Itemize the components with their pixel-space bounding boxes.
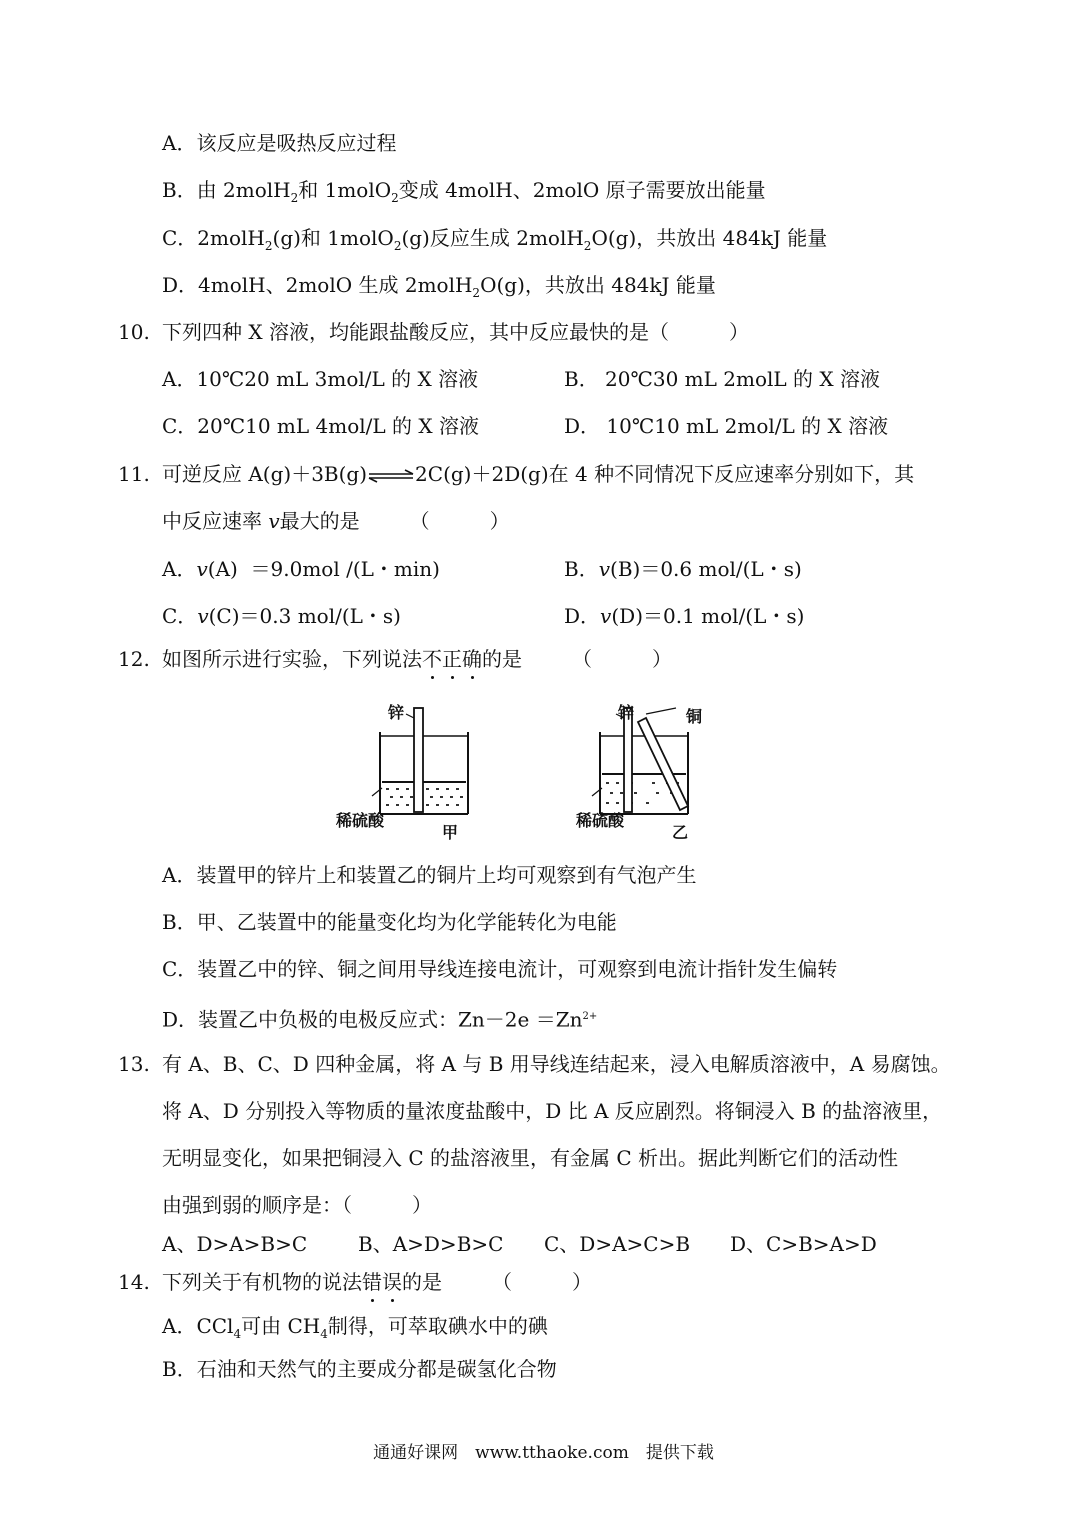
q10-number: 10. [118,320,150,344]
q14-number: 14. [118,1270,150,1294]
beaker-jia [372,708,468,814]
q13-number: 13. [118,1052,150,1076]
beaker-yi [592,708,688,814]
q10-option-a: A．10℃20 mL 3mol/L 的 X 溶液 [162,367,479,391]
q11-option-a: A．v(A) ＝9.0mol /(L・min) [162,557,440,581]
reversible-arrow-icon [367,469,415,483]
q12-number: 12. [118,647,150,671]
q13-line3: 无明显变化，如果把铜浸入 C 的盐溶液里，有金属 C 析出。据此判断它们的活动性 [162,1146,899,1170]
q11-stem-line1: 可逆反应 A(g)＋3B(g) 2C(g)＋2D(g)在 4 种不同情况下反应速率分别如下，其 [162,462,915,486]
q10-option-b: B． 20℃30 mL 2molL 的 X 溶液 [564,367,881,391]
q11-option-c: C．v(C)＝0.3 mol/(L・s) [162,604,401,628]
q14-option-a: A．CCl$_4$可由 $CH_4$制得，可萃取碘水中的碘 [162,1314,548,1341]
q10-option-d: D． 10℃10 mL 2mol/L 的 X 溶液 [564,414,889,438]
q10-option-c: C．20℃10 mL 4mol/L 的 X 溶液 [162,414,479,438]
fig-jia-name: 甲 [442,823,459,842]
q9-option-c: C．2molH$_2$(g)和 1molO$_2$(g)反应生成 2molH$_2$O(g)，共放出 484kJ 能量 [162,226,828,253]
q11-option-d: D．v(D)＝0.1 mol/(L・s) [564,604,805,628]
q12-stem: 如图所示进行实验，下列说法不正确的是 （ ） [162,647,672,671]
fig-yi-acid-label: 稀硫酸 [576,811,625,830]
q9-option-b: B．由 2molH$_2$和 1molO$_2$变成 4molH、2molO 原子需要放出能量 [162,178,766,205]
fig-jia-acid-label: 稀硫酸 [336,811,385,830]
fig-yi-name: 乙 [672,823,689,842]
q11-number: 11. [118,462,150,486]
q11-stem-line2: 中反应速率 v最大的是 （ ） [162,509,510,533]
fig-jia-zinc-label: 锌 [388,703,405,722]
q13-line2: 将 A、D 分别投入等物质的量浓度盐酸中，D 比 A 反应剧烈。将铜浸入 B 的盐溶液里， [162,1099,943,1123]
q13-option-c: C、D>A>C>B [544,1232,691,1256]
page-footer: 通通好课网 www.tthaoke.com 提供下载 [373,1443,714,1463]
q9-option-d: D．4molH、2molO 生成 2molH$_2$O(g)，共放出 484kJ 能量 [162,273,716,300]
q14-stem: 下列关于有机物的说法错误的是 （ ） [162,1270,592,1294]
zinc-strip-yi [624,708,632,812]
fig-yi-zinc-label: 锌 [618,703,635,722]
q13-option-d: D、C>B>A>D [730,1232,877,1256]
copper-strip-yi [638,718,688,810]
q13-option-b: B、A>D>B>C [358,1232,504,1256]
q12-option-a: A．装置甲的锌片上和装置乙的铜片上均可观察到有气泡产生 [162,863,697,887]
q13-line1: 有 A、B、C、D 四种金属，将 A 与 B 用导线连结起来，浸入电解质溶液中，A 易腐蚀。 [162,1052,951,1076]
q10-stem: 下列四种 X 溶液，均能跟盐酸反应，其中反应最快的是（ ） [162,320,749,344]
q13-line4: 由强到弱的顺序是：（ ） [162,1193,432,1217]
q14-option-b: B．石油和天然气的主要成分都是碳氢化合物 [162,1357,557,1381]
q12-option-d: D．装置乙中负极的电极反应式：$Zn-2e =Zn^{2+}$ [162,1007,598,1032]
fig-yi-copper-label: 铜 [686,707,703,726]
q12-option-b: B．甲、乙装置中的能量变化均为化学能转化为电能 [162,910,617,934]
q12-option-c: C．装置乙中的锌、铜之间用导线连接电流计，可观察到电流计指针发生偏转 [162,957,838,981]
q13-option-a: A、D>A>B>C [162,1232,308,1256]
q9-option-a: A．该反应是吸热反应过程 [162,131,397,155]
q11-option-b: B．v(B)＝0.6 mol/(L・s) [564,557,802,581]
zinc-strip-jia [414,708,423,812]
